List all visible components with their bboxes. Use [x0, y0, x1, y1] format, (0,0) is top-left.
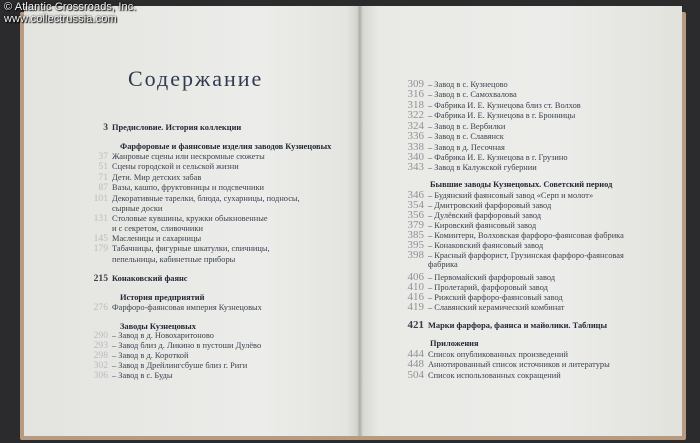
- toc-entry: [24, 293, 204, 303]
- toc-entry-title: – Пролетарий, фарфоровый завод: [428, 283, 548, 292]
- toc-entry: [24, 274, 188, 284]
- toc-entry: [24, 123, 241, 133]
- toc-page-number: 444: [407, 348, 424, 360]
- toc-entry-title: – Коминтерн, Волховская фарфоро-фаянсовая фабрика: [428, 231, 624, 240]
- toc-page-number: 343: [407, 161, 424, 173]
- toc-entry: [388, 131, 504, 142]
- toc-entry: [388, 370, 561, 381]
- toc-page-number: 419: [407, 301, 424, 313]
- toc-entry-title: Конаковский фаянс: [112, 274, 188, 283]
- toc-entry: [388, 339, 479, 349]
- toc-entry-title: – Дмитровский фарфоровый завод: [428, 201, 552, 210]
- toc-page-number: 71: [98, 172, 108, 183]
- toc-entry: [24, 331, 214, 341]
- toc-page-number: 504: [407, 369, 424, 381]
- toc-page-number: 215: [93, 273, 108, 284]
- toc-entry: [24, 194, 300, 204]
- toc-entry-title: – Завод в д. Новохаритоново: [112, 331, 214, 340]
- toc-page-number: 385: [407, 229, 424, 241]
- toc-entry-title: – Дулёвский фарфоровый завод: [428, 211, 542, 220]
- toc-entry-title: – Завод в с. Вербилки: [428, 122, 506, 131]
- toc-page-number: 293: [93, 340, 108, 351]
- right-page: [360, 6, 682, 436]
- toc-page-number: 324: [407, 120, 424, 132]
- toc-page-number: 276: [93, 302, 108, 313]
- toc-page-number: 179: [93, 243, 108, 254]
- toc-entry-title: – Будянский фаянсовый завод «Серп и молот»: [428, 191, 594, 200]
- toc-entry: [24, 303, 262, 313]
- toc-entry: [24, 142, 331, 152]
- toc-entry: [388, 320, 607, 331]
- toc-page-number: 448: [407, 358, 424, 370]
- toc-entry: [24, 371, 173, 381]
- toc-entry: [24, 152, 265, 162]
- toc-page-number: 306: [93, 370, 108, 381]
- toc-page-number: 322: [407, 109, 424, 121]
- toc-page-number: 302: [93, 360, 108, 371]
- toc-entry-title: – Завод в с. Кузнецово: [428, 80, 508, 89]
- toc-entry: [24, 183, 264, 193]
- toc-entry-title: – Кировский фаянсовый завод: [428, 221, 537, 230]
- toc-entry-title: – Фабрика И. Е. Кузнецова близ ст. Волхов: [428, 101, 581, 110]
- toc-entry-title: Бывшие заводы Кузнецовых. Советский период: [430, 180, 613, 189]
- toc-entry-title: – Конаковский фаянсовый завод: [428, 241, 544, 250]
- toc-entry-title: – Завод в д. Песочная: [428, 143, 505, 152]
- toc-entry: [388, 302, 564, 313]
- book-gutter: [357, 6, 363, 436]
- toc-page-number: 338: [407, 141, 424, 153]
- toc-entry-title: Фарфоровые и фаянсовые изделия заводов Кузнецовых: [120, 142, 332, 151]
- toc-entry: [24, 234, 201, 244]
- toc-entry-title: – Завод в с. Самохвалова: [428, 90, 517, 99]
- toc-entry-title: – Завод в Калужской губернии: [428, 163, 537, 172]
- toc-entry-title: – Завод в д. Короткой: [112, 351, 189, 360]
- toc-entry: [24, 255, 235, 265]
- toc-entry-title: Масленицы и сахарницы: [112, 234, 202, 243]
- toc-page-number: 290: [93, 330, 108, 341]
- toc-entry-title: Сцены городской и сельской жизни: [112, 162, 239, 171]
- toc-entry-title: – Завод близ д. Ликино в пустоши Дулёво: [112, 341, 262, 350]
- toc-entry-title: Список опубликованных произведений: [428, 350, 568, 359]
- toc-entry-title: – Фабрика И. Е. Кузнецова в г. Грузино: [428, 153, 568, 162]
- toc-page-number: 309: [407, 78, 424, 90]
- toc-page-number: 346: [407, 189, 424, 201]
- toc-entry-title: Декоративные тарелки, блюда, сухарницы, подносы,: [112, 194, 300, 203]
- toc-page-number: 421: [407, 319, 424, 331]
- toc-entry-title: История предприятий: [120, 293, 205, 302]
- toc-entry-title: – Рижский фарфоро-фаянсовый завод: [428, 293, 563, 302]
- toc-page-number: 298: [93, 350, 108, 361]
- left-page: [24, 6, 360, 436]
- toc-page-number: 51: [98, 161, 108, 172]
- watermark-copyright: © Atlantic Crossroads, Inc.: [4, 1, 137, 13]
- page-title: Содержание: [128, 66, 264, 91]
- toc-entry-title: Дети. Мир детских забав: [112, 173, 202, 182]
- toc-entry-title: – Фабрика И. Е. Кузнецова в г. Бронницы: [428, 111, 576, 120]
- toc-entry-title: сырные доски: [112, 204, 163, 213]
- book-spread: [24, 6, 682, 436]
- toc-entry: [24, 162, 239, 172]
- toc-entry-title: – Завод в Дрейлингсбуше близ г. Риги: [112, 361, 248, 370]
- toc-page-number: 340: [407, 151, 424, 163]
- toc-page-number: 131: [93, 213, 108, 224]
- toc-page-number: 406: [407, 271, 424, 283]
- toc-entry-title: – Завод в с. Буды: [112, 371, 173, 380]
- toc-page-number: 356: [407, 209, 424, 221]
- toc-page-number: 316: [407, 88, 424, 100]
- toc-entry-title: – Первомайский фарфоровый завод: [428, 273, 556, 282]
- toc-entry: [24, 361, 247, 371]
- toc-entry-title: пепельницы, кабинетные приборы: [112, 255, 236, 264]
- toc-page-number: 318: [407, 99, 424, 111]
- toc-page-number: 410: [407, 281, 424, 293]
- toc-entry-title: Список использованных сокращений: [428, 371, 561, 380]
- toc-entry-title: Приложения: [430, 339, 479, 348]
- toc-page-number: 101: [93, 193, 108, 204]
- toc-entry: [24, 341, 261, 351]
- toc-entry: [388, 260, 458, 270]
- toc-entry: [24, 244, 270, 254]
- toc-page-number: 398: [407, 249, 424, 261]
- toc-entry-title: Столовые кувшины, кружки обыкновенные: [112, 214, 268, 223]
- toc-entry-title: – Славянский керамический комбинат: [428, 303, 565, 312]
- toc-entry-title: Заводы Кузнецовых: [120, 322, 196, 331]
- toc-entry-title: и с секретом, сливочники: [112, 224, 203, 233]
- toc-entry-title: Предисловие. История коллекции: [112, 123, 242, 132]
- toc-entry: [24, 224, 203, 234]
- toc-page-number: 354: [407, 199, 424, 211]
- toc-entry: [24, 173, 201, 183]
- watermark-url: www.collectrussia.com: [4, 13, 117, 25]
- toc-entry-title: Фарфоро-фаянсовая империя Кузнецовых: [112, 303, 262, 312]
- toc-page-number: 416: [407, 291, 424, 303]
- toc-page-number: 3: [103, 122, 108, 133]
- toc-page-number: 336: [407, 130, 424, 142]
- toc-entry-title: Жанровые сцены или нескромные сюжеты: [112, 152, 265, 161]
- toc-page-number: 379: [407, 219, 424, 231]
- toc-entry-title: Вазы, кашпо, фруктовницы и подсвечники: [112, 183, 265, 192]
- toc-entry: [24, 214, 268, 224]
- toc-entry-title: Табачницы, фигурные шкатулки, спичницы,: [112, 244, 270, 253]
- toc-page-number: 37: [98, 151, 108, 162]
- toc-entry: [388, 162, 537, 173]
- toc-page-number: 395: [407, 239, 424, 251]
- toc-page-number: 145: [93, 233, 108, 244]
- toc-entry-title: Марки фарфора, фаянса и майолики. Таблицы: [428, 321, 608, 330]
- toc-entry-title: фабрика: [428, 260, 458, 269]
- toc-page-number: 87: [98, 182, 108, 193]
- toc-entry-title: Аннотированный список источников и литературы: [428, 360, 610, 369]
- toc-entry-title: – Завод в с. Славянск: [428, 132, 504, 141]
- toc-entry-title: – Красный фарфорист, Грузинская фарфоро-фаянсовая: [428, 251, 624, 260]
